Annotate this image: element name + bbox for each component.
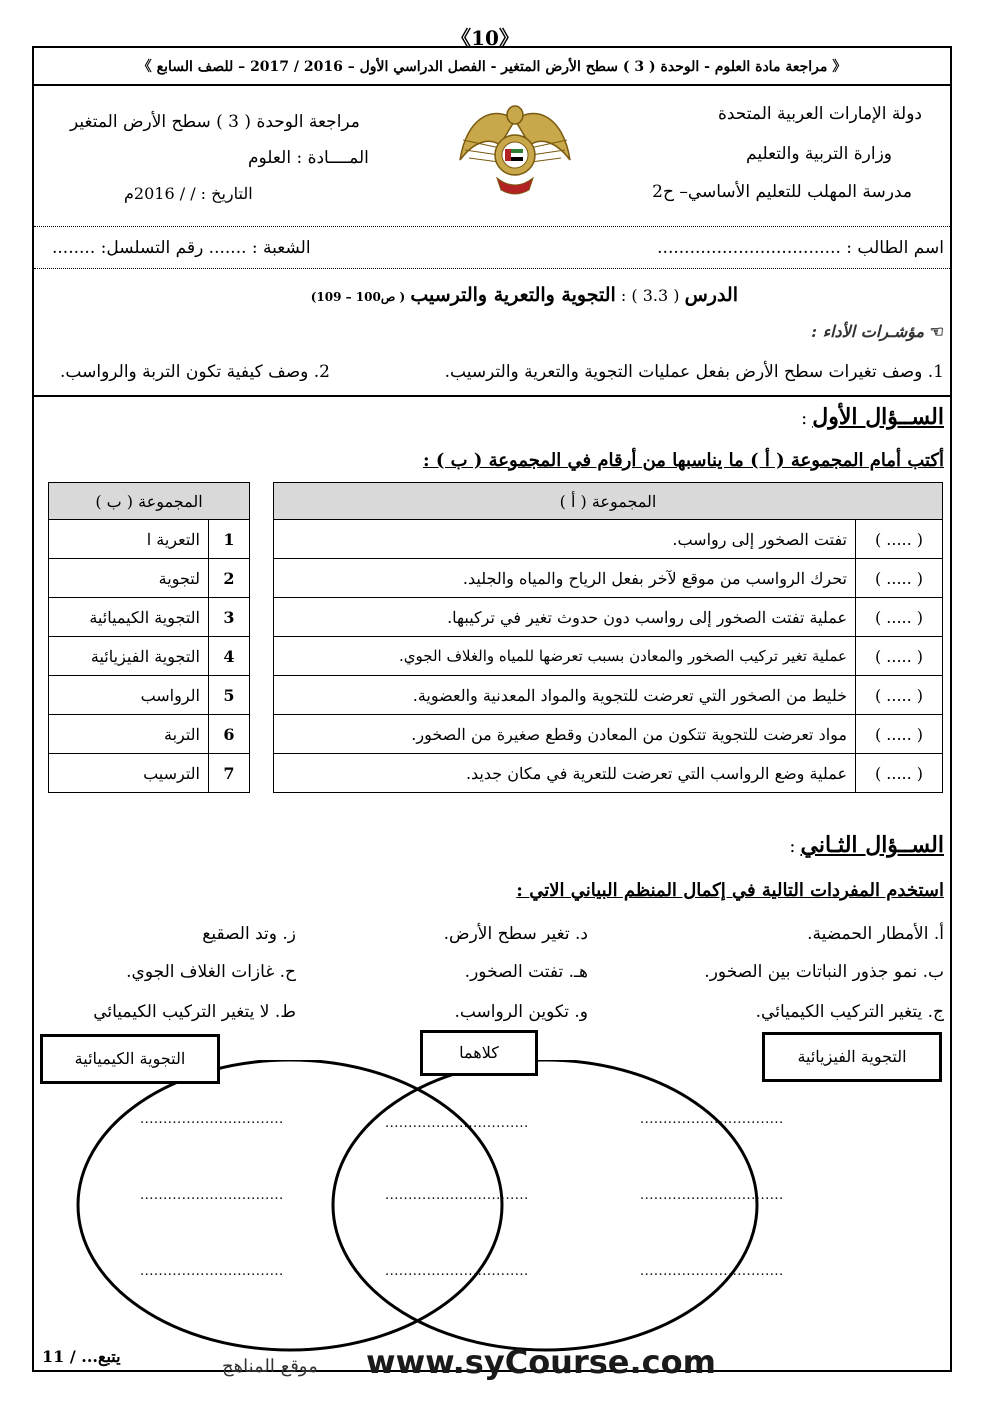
uae-emblem-icon (455, 100, 575, 200)
answer-line[interactable]: ............................... (640, 1188, 784, 1203)
term-item: ب. نمو جذور النباتات بين الصخور. (704, 962, 944, 982)
pointer-icon: ☜ (929, 322, 944, 341)
answer-line[interactable]: ............................... (140, 1112, 284, 1127)
group-b-term: التعرية ا (49, 520, 209, 559)
answer-line[interactable]: ............................... (385, 1116, 529, 1131)
group-b-table (48, 482, 250, 793)
term-item: هـ. تفتت الصخور. (464, 962, 588, 982)
answer-line[interactable]: ............................... (385, 1264, 529, 1279)
lesson-label: الدرس (684, 284, 738, 306)
group-b-number: 6 (209, 715, 250, 754)
school-name: مدرسة المهلب للتعليم الأساسي– ح2 (652, 182, 912, 202)
term-item: و. تكوين الرواسب. (454, 1002, 588, 1022)
group-b-number: 3 (209, 598, 250, 637)
answer-line[interactable]: ............................... (385, 1188, 529, 1203)
answer-blank[interactable]: ( ..... ) (856, 715, 943, 754)
box-both: كلاهما (420, 1030, 538, 1076)
divider (34, 395, 950, 397)
section-serial-field[interactable]: الشعبة : ....... رقم التسلسل: ........ (52, 238, 311, 258)
q2-heading: الســؤال الثـاني : (789, 832, 944, 858)
q2-instruction: استخدم المفردات التالية في إكمال المنظم البياني الاتي : (516, 880, 944, 901)
group-a-item: مواد تعرضت للتجوية تتكون من المعادن وقطع صغيرة من الصخور. (274, 715, 856, 754)
group-a-table (273, 482, 943, 793)
group-b-number: 1 (209, 520, 250, 559)
table-row (49, 754, 250, 793)
group-b-number: 5 (209, 676, 250, 715)
ministry-name: وزارة التربية والتعليم (746, 144, 892, 164)
group-b-term: الرواسب (49, 676, 209, 715)
answer-blank[interactable]: ( ..... ) (856, 637, 943, 676)
group-a-item: عملية تغير تركيب الصخور والمعادن بسبب تعرضها للمياه والغلاف الجوي. (274, 637, 856, 676)
page-number: 《10》 (451, 26, 519, 50)
group-a-item: تحرك الرواسب من موقع لآخر بفعل الرياح والمياه والجليد. (274, 559, 856, 598)
answer-blank[interactable]: ( ..... ) (856, 754, 943, 793)
group-a-item: تفتت الصخور إلى رواسب. (274, 520, 856, 559)
subject-label: المــــادة : العلوم (248, 148, 369, 168)
answer-blank[interactable]: ( ..... ) (856, 598, 943, 637)
term-item: ح. غازات الغلاف الجوي. (126, 962, 296, 982)
table-row (274, 520, 943, 559)
country-name: دولة الإمارات العربية المتحدة (717, 104, 922, 124)
date-field[interactable]: التاريخ : / / 2016م (124, 184, 253, 203)
table-row (274, 637, 943, 676)
venn-circle-physical (333, 1060, 757, 1350)
term-item: د. تغير سطح الأرض. (443, 924, 588, 944)
indicator-2: 2. وصف كيفية تكون التربة والرواسب. (60, 362, 330, 382)
term-item: ط. لا يتغير التركيب الكيميائي (93, 1002, 296, 1022)
table-row (274, 598, 943, 637)
term-item: أ. الأمطار الحمضية. (807, 924, 944, 944)
answer-line[interactable]: ............................... (640, 1112, 784, 1127)
answer-blank[interactable]: ( ..... ) (856, 520, 943, 559)
indicators-title: ☜ مؤشـرات الأداء : (811, 322, 944, 341)
group-a-item: عملية تفتت الصخور إلى رواسب دون حدوث تغير في تركيبها. (274, 598, 856, 637)
venn-circle-chemical (78, 1060, 502, 1350)
lesson-pages: ( ص100 – 109) (310, 290, 406, 304)
group-b-term: التجوية الفيزيائية (49, 637, 209, 676)
divider (34, 268, 950, 269)
group-b-term: الترسيب (49, 754, 209, 793)
box-chemical-weathering: التجوية الكيميائية (40, 1034, 220, 1084)
group-b-header: المجموعة ( ب ) (49, 483, 250, 520)
table-row (274, 559, 943, 598)
group-b-term: التربة (49, 715, 209, 754)
answer-blank[interactable]: ( ..... ) (856, 559, 943, 598)
group-a-item: عملية وضع الرواسب التي تعرضت للتعرية في مكان جديد. (274, 754, 856, 793)
answer-line[interactable]: ............................... (140, 1188, 284, 1203)
answer-line[interactable]: ............................... (140, 1264, 284, 1279)
lesson-number: ( 3.3 ) : (620, 286, 680, 305)
group-b-term: لتجوية (49, 559, 209, 598)
answer-line[interactable]: ............................... (640, 1264, 784, 1279)
divider (34, 226, 950, 227)
group-a-item: خليط من الصخور التي تعرضت للتجوية والمواد المعدنية والعضوية. (274, 676, 856, 715)
top-banner: 《 مراجعة مادة العلوم - الوحدة ( 3 ) سطح الأرض المتغير - الفصل الدراسي الأول – 2016 / 2017 – للصف السابع 》 (34, 50, 950, 86)
table-row (274, 754, 943, 793)
q1-heading: الســؤال الأول : (801, 404, 944, 430)
group-a-header: المجموعة ( أ ) (274, 483, 943, 520)
q2-title: الســؤال الثـاني (800, 832, 944, 858)
indicator-1: 1. وصف تغيرات سطح الأرض بفعل عمليات التجوية والتعرية والترسيب. (444, 362, 944, 382)
review-title: مراجعة الوحدة ( 3 ) سطح الأرض المتغير (70, 112, 360, 132)
table-row (49, 715, 250, 754)
continue-note: يتبع... / 11 (42, 1347, 121, 1366)
term-item: ج. يتغير التركيب الكيميائي. (755, 1002, 944, 1022)
group-b-number: 2 (209, 559, 250, 598)
table-row (49, 637, 250, 676)
student-name-field[interactable]: اسم الطالب : .................................. (657, 238, 944, 258)
group-b-number: 7 (209, 754, 250, 793)
table-row (49, 598, 250, 637)
answer-blank[interactable]: ( ..... ) (856, 676, 943, 715)
lesson-heading (258, 284, 738, 306)
term-item: ز. وتد الصقيع (202, 924, 296, 944)
table-row (49, 559, 250, 598)
table-row (274, 676, 943, 715)
box-physical-weathering: التجوية الفيزيائية (762, 1032, 942, 1082)
table-row (49, 676, 250, 715)
watermark-arabic: موقع المناهج (222, 1356, 318, 1377)
group-b-number: 4 (209, 637, 250, 676)
table-row (49, 520, 250, 559)
table-row (274, 715, 943, 754)
q1-instruction: أكتب أمام المجموعة ( أ ) ما يناسبها من أرقام في المجموعة ( ب ) : (422, 450, 944, 471)
q1-title: الســؤال الأول (812, 404, 944, 430)
group-b-term: التجوية الكيميائية (49, 598, 209, 637)
watermark-url: www.syCourse.com (366, 1343, 716, 1381)
lesson-title: التجوية والتعرية والترسيب (410, 284, 616, 306)
